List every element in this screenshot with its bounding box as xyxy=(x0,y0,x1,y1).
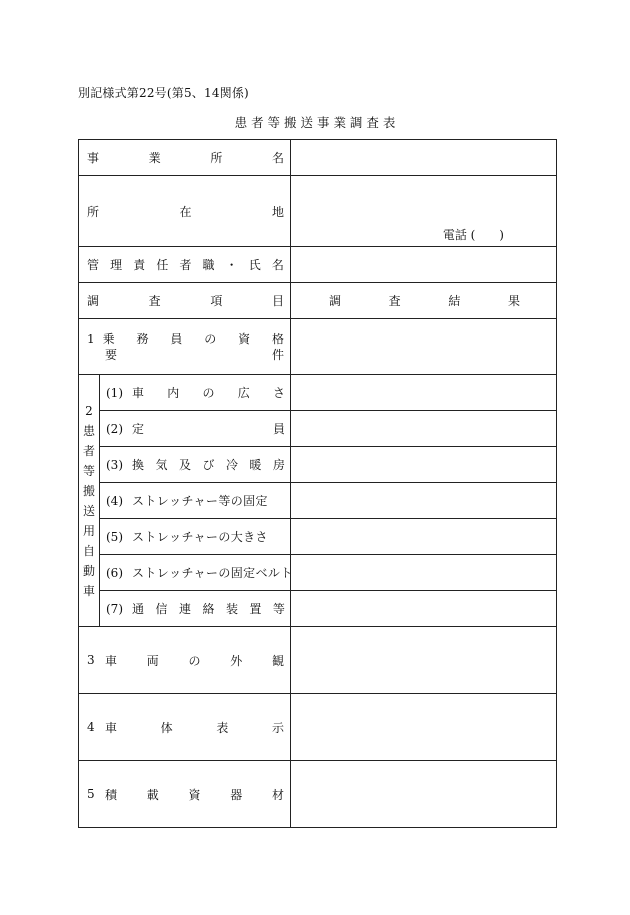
label-char: 者 xyxy=(179,258,192,272)
vehicle-item-label xyxy=(100,411,291,447)
item-number: 3 xyxy=(87,653,95,667)
address-label xyxy=(79,176,291,247)
label-char: 外 xyxy=(230,653,243,668)
vehicle-item-value[interactable] xyxy=(291,411,557,447)
label-char: 務 xyxy=(136,331,149,346)
item-number: 4 xyxy=(87,720,95,734)
vehicle-row xyxy=(79,555,557,591)
label-char: 地 xyxy=(271,204,284,219)
page-title: 患 者 等 搬 送 事 業 調 査 表 xyxy=(234,115,396,130)
row-manager xyxy=(79,247,557,283)
label-char: 両 xyxy=(146,653,159,668)
row-qualification xyxy=(79,319,557,375)
item-label xyxy=(79,761,291,828)
address-value[interactable] xyxy=(291,176,557,247)
label-char: 及 xyxy=(178,458,191,472)
label-char: 件 xyxy=(271,347,284,362)
vehicle-item-text: ストレッチャー等の固定 xyxy=(132,494,268,508)
item-value[interactable] xyxy=(291,761,557,828)
vehicle-item-number: (5) xyxy=(106,529,123,544)
vehicle-row xyxy=(79,519,557,555)
qualification-label xyxy=(79,319,291,375)
item-value[interactable] xyxy=(291,694,557,761)
label-char: さ xyxy=(272,386,285,400)
vehicle-group-char: 者 xyxy=(82,443,95,458)
vehicle-item-value[interactable] xyxy=(291,555,557,591)
vehicle-item-value[interactable] xyxy=(291,375,557,411)
qualification-number: 1 xyxy=(87,331,95,346)
label-char: 任 xyxy=(156,258,169,272)
survey-table xyxy=(78,139,557,828)
item-text xyxy=(105,719,284,736)
label-char: の xyxy=(188,653,201,668)
vehicle-item-text xyxy=(132,420,285,437)
vehicle-item-value[interactable] xyxy=(291,591,557,627)
row-headers xyxy=(79,283,557,319)
item-header xyxy=(79,283,291,319)
item-label xyxy=(79,627,291,694)
vehicle-item-label xyxy=(100,447,291,483)
label-char: 項 xyxy=(210,294,223,308)
vehicle-item-number: (7) xyxy=(106,601,123,616)
label-char: 所 xyxy=(210,151,223,165)
item-number: 5 xyxy=(87,787,95,801)
vehicle-group-char: 用 xyxy=(82,523,95,538)
label-char: 車 xyxy=(105,653,118,668)
office-name-value[interactable] xyxy=(291,140,557,176)
vehicle-item-text: ストレッチャーの大きさ xyxy=(132,530,268,544)
vehicle-group-char: 等 xyxy=(82,463,95,478)
vehicle-item-label xyxy=(100,375,291,411)
label-char: 事 xyxy=(87,151,100,165)
qualification-value[interactable] xyxy=(291,319,557,375)
vehicle-item-text xyxy=(132,456,285,473)
label-char: 管 xyxy=(87,258,100,272)
label-char: 所 xyxy=(87,204,100,219)
vehicle-row xyxy=(79,483,557,519)
label-char: 格 xyxy=(271,331,284,346)
label-char: 乗 xyxy=(102,331,115,346)
label-char: 査 xyxy=(148,294,161,308)
vehicle-item-number: (4) xyxy=(106,493,123,508)
row-address xyxy=(79,176,557,247)
label-char: 絡 xyxy=(202,602,215,616)
row-body-display xyxy=(79,694,557,761)
vehicle-group-number: 2 xyxy=(85,403,93,418)
label-char: 広 xyxy=(237,386,250,400)
label-char: の xyxy=(202,386,215,400)
label-char: 内 xyxy=(167,386,180,400)
label-char: 資 xyxy=(238,331,251,346)
vehicle-item-number: (1) xyxy=(106,385,123,400)
item-text xyxy=(105,786,284,803)
vehicle-row xyxy=(79,591,557,627)
label-char: 体 xyxy=(160,720,173,735)
label-char: 器 xyxy=(230,787,243,802)
manager-value[interactable] xyxy=(291,247,557,283)
label-char: 結 xyxy=(448,294,461,308)
label-char: 在 xyxy=(179,204,192,219)
label-char: 等 xyxy=(272,602,285,616)
item-text xyxy=(105,652,284,669)
label-char: 気 xyxy=(155,458,168,472)
vehicle-group-char: 動 xyxy=(82,563,95,578)
label-char: 定 xyxy=(132,422,145,436)
vehicle-item-text xyxy=(132,600,285,617)
label-char: 暖 xyxy=(249,458,262,472)
label-char: 冷 xyxy=(225,458,238,472)
label-char: 表 xyxy=(216,720,229,735)
vehicle-item-value[interactable] xyxy=(291,519,557,555)
label-char: 積 xyxy=(105,787,118,802)
label-char: 車 xyxy=(105,720,118,735)
label-char: 目 xyxy=(271,294,284,308)
vehicle-item-label xyxy=(100,555,291,591)
vehicle-item-label xyxy=(100,483,291,519)
label-char: 業 xyxy=(148,151,161,165)
label-char: 理 xyxy=(110,258,123,272)
vehicle-group-label xyxy=(79,375,100,627)
vehicle-item-value[interactable] xyxy=(291,483,557,519)
item-value[interactable] xyxy=(291,627,557,694)
label-char: 載 xyxy=(146,787,159,802)
vehicle-row xyxy=(79,375,557,411)
label-char: 通 xyxy=(132,602,145,616)
label-char: ・ xyxy=(225,258,238,272)
vehicle-item-number: (3) xyxy=(106,457,123,472)
label-char: 資 xyxy=(188,787,201,802)
vehicle-group-char: 車 xyxy=(82,583,95,598)
label-char: 車 xyxy=(132,386,145,400)
vehicle-row xyxy=(79,411,557,447)
label-char: 示 xyxy=(271,720,284,735)
vehicle-item-label xyxy=(100,519,291,555)
label-char: 氏 xyxy=(248,258,261,272)
label-char: 職 xyxy=(202,258,215,272)
form-number-note: 別記様式第22号(第5、14関係) xyxy=(78,86,249,100)
label-char: び xyxy=(202,458,215,472)
phone-label: 電話 ( ) xyxy=(442,228,504,242)
label-char: 装 xyxy=(225,602,238,616)
label-char: の xyxy=(204,331,217,346)
manager-label xyxy=(79,247,291,283)
item-label xyxy=(79,694,291,761)
label-char: 員 xyxy=(272,422,285,436)
vehicle-group-char: 送 xyxy=(82,503,95,518)
label-char: 材 xyxy=(271,787,284,802)
label-char: 要 xyxy=(105,347,118,362)
label-char: 観 xyxy=(271,653,284,668)
label-char: 名 xyxy=(271,258,284,272)
vehicle-group-char: 自 xyxy=(82,543,95,558)
label-char: 査 xyxy=(388,294,401,308)
vehicle-group-char: 搬 xyxy=(82,483,95,498)
label-char: 連 xyxy=(178,602,191,616)
row-exterior xyxy=(79,627,557,694)
label-char: 調 xyxy=(87,294,100,308)
label-char: 信 xyxy=(155,602,168,616)
vehicle-item-text: ストレッチャーの固定ベルト xyxy=(132,566,293,580)
vehicle-group-char: 患 xyxy=(82,423,95,438)
vehicle-item-text xyxy=(132,384,285,401)
vehicle-item-label xyxy=(100,591,291,627)
label-char: 房 xyxy=(272,458,285,472)
label-char: 員 xyxy=(170,331,183,346)
row-equipment xyxy=(79,761,557,828)
label-char: 責 xyxy=(133,258,146,272)
office-name-label xyxy=(79,140,291,176)
vehicle-row xyxy=(79,447,557,483)
result-header xyxy=(291,283,557,319)
label-char: 換 xyxy=(132,458,145,472)
vehicle-item-value[interactable] xyxy=(291,447,557,483)
vehicle-item-number: (2) xyxy=(106,421,123,436)
label-char: 名 xyxy=(271,151,284,165)
label-char: 調 xyxy=(329,294,342,308)
row-office-name xyxy=(79,140,557,176)
label-char: 置 xyxy=(249,602,262,616)
label-char: 果 xyxy=(507,294,520,308)
vehicle-item-number: (6) xyxy=(106,565,123,580)
